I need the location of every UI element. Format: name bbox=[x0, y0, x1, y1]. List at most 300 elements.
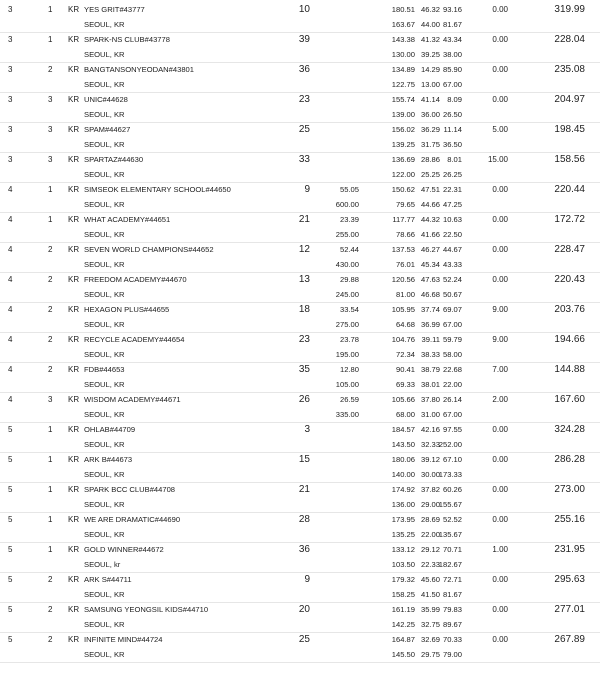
score-1-cell: 137.53 bbox=[391, 245, 415, 254]
team-line bbox=[0, 572, 600, 587]
score-1-cell: 155.74 bbox=[391, 95, 415, 104]
rank-score-cell: 20 bbox=[298, 604, 310, 615]
team-line bbox=[0, 32, 600, 47]
city-line bbox=[0, 497, 600, 513]
best-1-cell: 64.68 bbox=[395, 320, 415, 329]
penalty-cell: 0.00 bbox=[492, 515, 508, 524]
city-line bbox=[0, 587, 600, 603]
score-1-cell: 184.57 bbox=[391, 425, 415, 434]
score-1-cell: 105.95 bbox=[391, 305, 415, 314]
best-1-cell: 140.00 bbox=[391, 470, 415, 479]
best-3-cell: 173.33 bbox=[438, 470, 462, 479]
city-cell: SEOUL, KR bbox=[84, 20, 125, 29]
total-cell: 198.45 bbox=[554, 124, 585, 135]
city-line bbox=[0, 47, 600, 63]
best-3-cell: 26.50 bbox=[442, 110, 462, 119]
best-3-cell: 67.00 bbox=[442, 320, 462, 329]
rank-cell: 1 bbox=[48, 185, 53, 194]
country-cell: KR bbox=[68, 545, 80, 554]
score-1-cell: 90.41 bbox=[395, 365, 415, 374]
best-1-cell: 130.00 bbox=[391, 50, 415, 59]
division-cell: 3 bbox=[8, 155, 13, 164]
score-1-cell: 180.06 bbox=[391, 455, 415, 464]
score-2-cell: 39.12 bbox=[420, 455, 440, 464]
best-1-cell: 122.75 bbox=[391, 80, 415, 89]
team-name: RECYCLE ACADEMY#44654 bbox=[84, 335, 185, 344]
best-2-cell: 38.01 bbox=[420, 380, 440, 389]
team-line bbox=[0, 272, 600, 287]
team-name: HEXAGON PLUS#44655 bbox=[84, 305, 170, 314]
division-cell: 4 bbox=[8, 395, 13, 404]
team-name: SPARK BCC CLUB#44708 bbox=[84, 485, 176, 494]
city-line bbox=[0, 77, 600, 93]
team-name: OHLAB#44709 bbox=[84, 425, 136, 434]
city-line bbox=[0, 377, 600, 393]
rank-cell: 1 bbox=[48, 455, 53, 464]
city-cell: SEOUL, KR bbox=[84, 500, 125, 509]
penalty-cell: 0.00 bbox=[492, 635, 508, 644]
team-name: WE ARE DRAMATIC#44690 bbox=[84, 515, 181, 524]
score-1-cell: 120.56 bbox=[391, 275, 415, 284]
total-cell: 228.47 bbox=[554, 244, 585, 255]
country-cell: KR bbox=[68, 125, 80, 134]
country-cell: KR bbox=[68, 5, 80, 14]
penalty-cell: 0.00 bbox=[492, 215, 508, 224]
score-3-cell: 79.83 bbox=[442, 605, 462, 614]
team-line bbox=[0, 302, 600, 317]
best-3-cell: 252.00 bbox=[438, 440, 462, 449]
best-1-cell: 69.33 bbox=[395, 380, 415, 389]
best-2-cell: 45.34 bbox=[420, 260, 440, 269]
score-2-cell: 29.12 bbox=[420, 545, 440, 554]
rank-score-cell: 3 bbox=[304, 424, 310, 435]
rank-score-cell: 39 bbox=[298, 34, 310, 45]
city-line bbox=[0, 287, 600, 303]
score-1-cell: 136.69 bbox=[391, 155, 415, 164]
table-row bbox=[0, 92, 600, 122]
rank-cell: 1 bbox=[48, 545, 53, 554]
country-cell: KR bbox=[68, 215, 80, 224]
total-cell: 167.60 bbox=[554, 394, 585, 405]
division-cell: 5 bbox=[8, 485, 13, 494]
team-line bbox=[0, 122, 600, 137]
score-2-cell: 46.27 bbox=[420, 245, 440, 254]
extra-score-cell: 33.54 bbox=[339, 305, 359, 314]
rank-cell: 2 bbox=[48, 65, 53, 74]
division-cell: 5 bbox=[8, 425, 13, 434]
extra-2-cell: 245.00 bbox=[335, 290, 359, 299]
team-line bbox=[0, 542, 600, 557]
city-cell: SEOUL, KR bbox=[84, 590, 125, 599]
table-row bbox=[0, 182, 600, 212]
total-cell: 203.76 bbox=[554, 304, 585, 315]
score-1-cell: 174.92 bbox=[391, 485, 415, 494]
best-2-cell: 36.00 bbox=[420, 110, 440, 119]
country-cell: KR bbox=[68, 95, 80, 104]
city-cell: SEOUL, KR bbox=[84, 530, 125, 539]
best-2-cell: 36.99 bbox=[420, 320, 440, 329]
city-cell: SEOUL, KR bbox=[84, 260, 125, 269]
best-2-cell: 39.25 bbox=[420, 50, 440, 59]
country-cell: KR bbox=[68, 425, 80, 434]
best-2-cell: 30.00 bbox=[420, 470, 440, 479]
city-cell: SEOUL, KR bbox=[84, 470, 125, 479]
score-3-cell: 85.90 bbox=[442, 65, 462, 74]
total-cell: 172.72 bbox=[554, 214, 585, 225]
team-line bbox=[0, 512, 600, 527]
best-2-cell: 22.33 bbox=[420, 560, 440, 569]
best-3-cell: 67.00 bbox=[442, 410, 462, 419]
division-cell: 5 bbox=[8, 455, 13, 464]
score-1-cell: 134.89 bbox=[391, 65, 415, 74]
best-1-cell: 139.00 bbox=[391, 110, 415, 119]
best-3-cell: 67.00 bbox=[442, 80, 462, 89]
best-3-cell: 26.25 bbox=[442, 170, 462, 179]
total-cell: 324.28 bbox=[554, 424, 585, 435]
best-2-cell: 46.68 bbox=[420, 290, 440, 299]
best-3-cell: 22.00 bbox=[442, 380, 462, 389]
penalty-cell: 0.00 bbox=[492, 455, 508, 464]
team-line bbox=[0, 152, 600, 167]
score-3-cell: 8.01 bbox=[447, 155, 462, 164]
score-1-cell: 117.77 bbox=[392, 215, 415, 224]
total-cell: 286.28 bbox=[554, 454, 585, 465]
best-1-cell: 79.65 bbox=[395, 200, 415, 209]
division-cell: 3 bbox=[8, 125, 13, 134]
best-3-cell: 155.67 bbox=[438, 500, 462, 509]
rank-score-cell: 26 bbox=[298, 394, 310, 405]
country-cell: KR bbox=[68, 635, 80, 644]
division-cell: 4 bbox=[8, 365, 13, 374]
table-row bbox=[0, 272, 600, 302]
score-1-cell: 133.12 bbox=[391, 545, 415, 554]
best-2-cell: 32.75 bbox=[420, 620, 440, 629]
table-row bbox=[0, 452, 600, 482]
best-1-cell: 142.25 bbox=[391, 620, 415, 629]
total-cell: 319.99 bbox=[554, 4, 585, 15]
city-cell: SEOUL, KR bbox=[84, 200, 125, 209]
rank-score-cell: 23 bbox=[298, 334, 310, 345]
extra-2-cell: 335.00 bbox=[335, 410, 359, 419]
best-1-cell: 72.34 bbox=[395, 350, 415, 359]
table-row bbox=[0, 632, 600, 662]
score-3-cell: 52.24 bbox=[442, 275, 462, 284]
best-1-cell: 81.00 bbox=[395, 290, 415, 299]
table-row bbox=[0, 302, 600, 332]
best-2-cell: 31.00 bbox=[420, 410, 440, 419]
team-line bbox=[0, 392, 600, 407]
penalty-cell: 0.00 bbox=[492, 485, 508, 494]
extra-score-cell: 55.05 bbox=[339, 185, 359, 194]
country-cell: KR bbox=[68, 35, 80, 44]
city-cell: SEOUL, KR bbox=[84, 410, 125, 419]
team-name: YES GRIT#43777 bbox=[84, 5, 145, 14]
rank-cell: 1 bbox=[48, 515, 53, 524]
table-row bbox=[0, 62, 600, 92]
penalty-cell: 2.00 bbox=[492, 395, 508, 404]
city-cell: SEOUL, KR bbox=[84, 350, 125, 359]
city-line bbox=[0, 437, 600, 453]
country-cell: KR bbox=[68, 335, 80, 344]
best-3-cell: 79.00 bbox=[442, 650, 462, 659]
score-3-cell: 52.52 bbox=[442, 515, 462, 524]
rank-score-cell: 15 bbox=[298, 454, 310, 465]
division-cell: 4 bbox=[8, 215, 13, 224]
team-name: INFINITE MIND#44724 bbox=[84, 635, 163, 644]
city-line bbox=[0, 317, 600, 333]
rank-cell: 2 bbox=[48, 635, 53, 644]
city-cell: SEOUL, KR bbox=[84, 650, 125, 659]
score-2-cell: 14.29 bbox=[420, 65, 440, 74]
total-cell: 231.95 bbox=[554, 544, 585, 555]
score-2-cell: 45.60 bbox=[420, 575, 440, 584]
team-name: WHAT ACADEMY#44651 bbox=[84, 215, 171, 224]
team-name: GOLD WINNER#44672 bbox=[84, 545, 164, 554]
penalty-cell: 0.00 bbox=[492, 275, 508, 284]
division-cell: 3 bbox=[8, 65, 13, 74]
score-3-cell: 10.63 bbox=[442, 215, 462, 224]
team-line bbox=[0, 632, 600, 647]
city-cell: SEOUL, KR bbox=[84, 320, 125, 329]
best-3-cell: 22.50 bbox=[442, 230, 462, 239]
city-cell: SEOUL, KR bbox=[84, 80, 125, 89]
score-2-cell: 35.99 bbox=[420, 605, 440, 614]
country-cell: KR bbox=[68, 275, 80, 284]
extra-2-cell: 195.00 bbox=[335, 350, 359, 359]
team-line bbox=[0, 242, 600, 257]
score-1-cell: 105.66 bbox=[391, 395, 415, 404]
extra-score-cell: 23.39 bbox=[339, 215, 359, 224]
rank-score-cell: 36 bbox=[298, 64, 310, 75]
country-cell: KR bbox=[68, 65, 80, 74]
total-cell: 194.66 bbox=[554, 334, 585, 345]
best-2-cell: 29.75 bbox=[420, 650, 440, 659]
best-3-cell: 182.67 bbox=[438, 560, 462, 569]
extra-2-cell: 275.00 bbox=[335, 320, 359, 329]
rank-cell: 3 bbox=[48, 155, 53, 164]
score-2-cell: 28.86 bbox=[420, 155, 440, 164]
team-name: UNIC#44628 bbox=[84, 95, 128, 104]
score-3-cell: 70.33 bbox=[442, 635, 462, 644]
score-3-cell: 60.26 bbox=[442, 485, 462, 494]
best-2-cell: 41.50 bbox=[420, 590, 440, 599]
total-cell: 158.56 bbox=[554, 154, 585, 165]
penalty-cell: 0.00 bbox=[492, 575, 508, 584]
extra-score-cell: 26.59 bbox=[339, 395, 359, 404]
table-row bbox=[0, 392, 600, 422]
rank-score-cell: 13 bbox=[298, 274, 310, 285]
rank-score-cell: 9 bbox=[304, 574, 310, 585]
team-name: ARK S#44711 bbox=[84, 575, 132, 584]
division-cell: 4 bbox=[8, 245, 13, 254]
rank-score-cell: 18 bbox=[298, 304, 310, 315]
score-3-cell: 72.71 bbox=[442, 575, 462, 584]
score-3-cell: 22.68 bbox=[442, 365, 462, 374]
score-1-cell: 104.76 bbox=[391, 335, 415, 344]
team-name: FREEDOM ACADEMY#44670 bbox=[84, 275, 187, 284]
rank-score-cell: 9 bbox=[304, 184, 310, 195]
table-row bbox=[0, 512, 600, 542]
penalty-cell: 0.00 bbox=[492, 185, 508, 194]
score-1-cell: 143.38 bbox=[391, 35, 415, 44]
best-1-cell: 163.67 bbox=[391, 20, 415, 29]
best-2-cell: 13.00 bbox=[420, 80, 440, 89]
division-cell: 3 bbox=[8, 35, 13, 44]
rank-score-cell: 10 bbox=[298, 4, 310, 15]
penalty-cell: 5.00 bbox=[492, 125, 508, 134]
extra-2-cell: 600.00 bbox=[335, 200, 359, 209]
extra-2-cell: 430.00 bbox=[335, 260, 359, 269]
best-3-cell: 89.67 bbox=[442, 620, 462, 629]
score-2-cell: 32.69 bbox=[420, 635, 440, 644]
best-2-cell: 41.66 bbox=[420, 230, 440, 239]
extra-2-cell: 255.00 bbox=[335, 230, 359, 239]
best-2-cell: 22.00 bbox=[420, 530, 440, 539]
rank-score-cell: 23 bbox=[298, 94, 310, 105]
team-line bbox=[0, 422, 600, 437]
total-cell: 267.89 bbox=[554, 634, 585, 645]
city-line bbox=[0, 227, 600, 243]
city-line bbox=[0, 257, 600, 273]
best-1-cell: 139.25 bbox=[391, 140, 415, 149]
best-3-cell: 135.67 bbox=[438, 530, 462, 539]
team-line bbox=[0, 212, 600, 227]
best-2-cell: 44.00 bbox=[420, 20, 440, 29]
penalty-cell: 1.00 bbox=[492, 545, 508, 554]
table-row bbox=[0, 242, 600, 272]
score-2-cell: 37.74 bbox=[420, 305, 440, 314]
team-line bbox=[0, 92, 600, 107]
rank-score-cell: 21 bbox=[298, 214, 310, 225]
team-name: ARK B#44673 bbox=[84, 455, 133, 464]
city-cell: SEOUL, KR bbox=[84, 110, 125, 119]
division-cell: 4 bbox=[8, 305, 13, 314]
penalty-cell: 15.00 bbox=[487, 155, 508, 164]
city-line bbox=[0, 617, 600, 633]
score-3-cell: 11.14 bbox=[443, 125, 462, 134]
penalty-cell: 9.00 bbox=[492, 305, 508, 314]
score-1-cell: 156.02 bbox=[391, 125, 415, 134]
best-1-cell: 145.50 bbox=[391, 650, 415, 659]
penalty-cell: 0.00 bbox=[492, 605, 508, 614]
score-3-cell: 67.10 bbox=[442, 455, 462, 464]
best-1-cell: 143.50 bbox=[391, 440, 415, 449]
city-cell: SEOUL, KR bbox=[84, 140, 125, 149]
penalty-cell: 0.00 bbox=[492, 425, 508, 434]
total-cell: 277.01 bbox=[554, 604, 585, 615]
score-3-cell: 8.09 bbox=[447, 95, 462, 104]
city-cell: SEOUL, KR bbox=[84, 170, 125, 179]
country-cell: KR bbox=[68, 515, 80, 524]
city-line bbox=[0, 557, 600, 573]
team-name: WISDOM ACADEMY#44671 bbox=[84, 395, 181, 404]
city-cell: SEOUL, KR bbox=[84, 50, 125, 59]
country-cell: KR bbox=[68, 155, 80, 164]
extra-score-cell: 29.88 bbox=[339, 275, 359, 284]
team-line bbox=[0, 482, 600, 497]
score-1-cell: 161.19 bbox=[391, 605, 415, 614]
penalty-cell: 0.00 bbox=[492, 95, 508, 104]
country-cell: KR bbox=[68, 365, 80, 374]
table-row bbox=[0, 212, 600, 242]
team-line bbox=[0, 362, 600, 377]
rank-cell: 2 bbox=[48, 575, 53, 584]
score-2-cell: 37.80 bbox=[420, 395, 440, 404]
score-2-cell: 36.29 bbox=[420, 125, 440, 134]
score-1-cell: 180.51 bbox=[391, 5, 415, 14]
best-1-cell: 68.00 bbox=[395, 410, 415, 419]
score-3-cell: 59.79 bbox=[442, 335, 462, 344]
penalty-cell: 0.00 bbox=[492, 65, 508, 74]
country-cell: KR bbox=[68, 305, 80, 314]
score-3-cell: 69.07 bbox=[442, 305, 462, 314]
penalty-cell: 0.00 bbox=[492, 245, 508, 254]
table-row bbox=[0, 2, 600, 32]
division-cell: 4 bbox=[8, 185, 13, 194]
best-2-cell: 25.25 bbox=[420, 170, 440, 179]
city-line bbox=[0, 647, 600, 663]
extra-score-cell: 12.80 bbox=[339, 365, 359, 374]
best-2-cell: 44.66 bbox=[420, 200, 440, 209]
score-3-cell: 43.34 bbox=[442, 35, 462, 44]
score-2-cell: 41.14 bbox=[420, 95, 440, 104]
team-line bbox=[0, 452, 600, 467]
best-3-cell: 38.00 bbox=[442, 50, 462, 59]
score-1-cell: 173.95 bbox=[391, 515, 415, 524]
city-line bbox=[0, 17, 600, 33]
best-2-cell: 31.75 bbox=[420, 140, 440, 149]
team-line bbox=[0, 602, 600, 617]
score-3-cell: 26.14 bbox=[442, 395, 462, 404]
team-name: SEVEN WORLD CHAMPIONS#44652 bbox=[84, 245, 214, 254]
division-cell: 5 bbox=[8, 575, 13, 584]
table-row bbox=[0, 422, 600, 452]
division-cell: 5 bbox=[8, 515, 13, 524]
team-name: BANGTANSONYEODAN#43801 bbox=[84, 65, 195, 74]
best-2-cell: 29.00 bbox=[420, 500, 440, 509]
city-line bbox=[0, 347, 600, 363]
rank-score-cell: 33 bbox=[298, 154, 310, 165]
best-3-cell: 47.25 bbox=[442, 200, 462, 209]
table-row bbox=[0, 152, 600, 182]
total-cell: 295.63 bbox=[554, 574, 585, 585]
total-cell: 220.43 bbox=[554, 274, 585, 285]
score-2-cell: 37.82 bbox=[420, 485, 440, 494]
extra-2-cell: 105.00 bbox=[335, 380, 359, 389]
rank-cell: 3 bbox=[48, 95, 53, 104]
team-name: SPARTAZ#44630 bbox=[84, 155, 144, 164]
country-cell: KR bbox=[68, 455, 80, 464]
table-row bbox=[0, 362, 600, 392]
division-cell: 4 bbox=[8, 335, 13, 344]
score-3-cell: 22.31 bbox=[442, 185, 462, 194]
score-2-cell: 42.16 bbox=[420, 425, 440, 434]
rank-cell: 1 bbox=[48, 5, 53, 14]
team-name: SPAM#44627 bbox=[84, 125, 131, 134]
table-row bbox=[0, 122, 600, 152]
division-cell: 4 bbox=[8, 275, 13, 284]
total-cell: 228.04 bbox=[554, 34, 585, 45]
penalty-cell: 9.00 bbox=[492, 335, 508, 344]
best-3-cell: 43.33 bbox=[442, 260, 462, 269]
score-2-cell: 46.32 bbox=[420, 5, 440, 14]
rank-score-cell: 12 bbox=[298, 244, 310, 255]
table-row bbox=[0, 602, 600, 632]
best-1-cell: 103.50 bbox=[391, 560, 415, 569]
division-cell: 5 bbox=[8, 605, 13, 614]
rank-cell: 1 bbox=[48, 35, 53, 44]
rank-score-cell: 25 bbox=[298, 634, 310, 645]
